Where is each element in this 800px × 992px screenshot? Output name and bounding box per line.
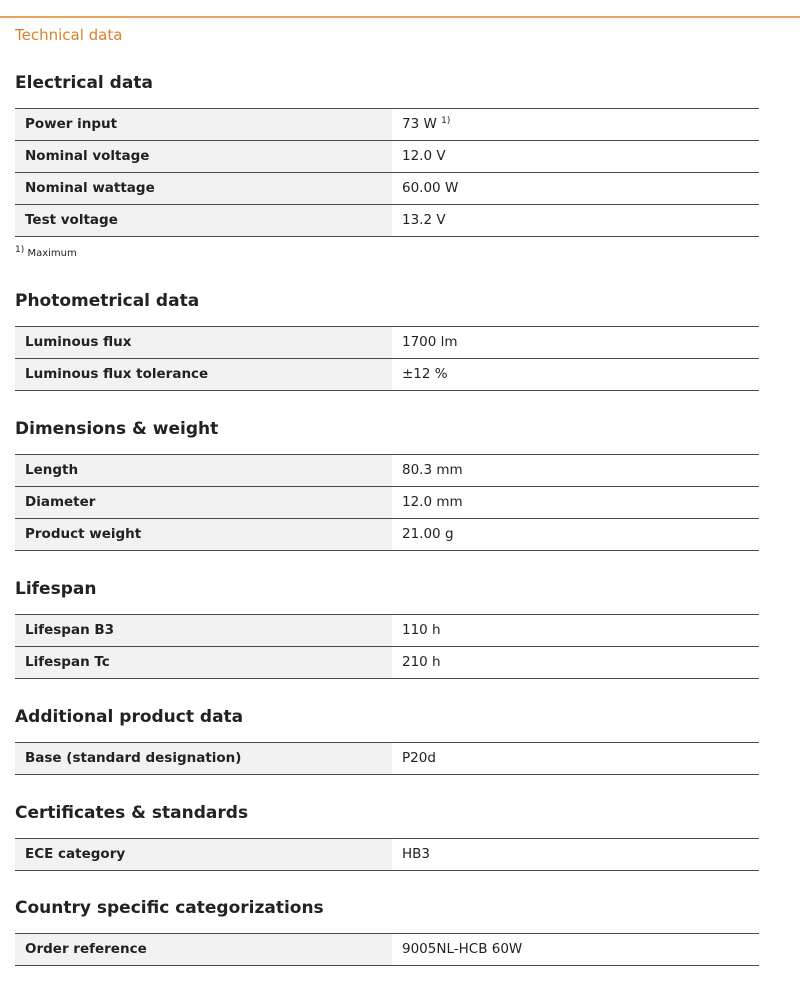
table-row [15,359,759,391]
row-value-cell [392,109,759,141]
row-label: ECE category [15,839,392,871]
row-label: Luminous flux tolerance [15,359,392,391]
row-value: 60.00 W [392,173,759,205]
row-value: 9005NL-HCB 60W [392,934,759,966]
spec-table-lifespan [15,614,759,679]
table-row [15,934,759,966]
row-value: 80.3 mm [392,455,759,487]
spec-table-dimensions [15,454,759,551]
row-label: Order reference [15,934,392,966]
table-row [15,327,759,359]
table-row [15,205,759,237]
row-value: 13.2 V [392,205,759,237]
table-row [15,615,759,647]
table-row [15,455,759,487]
row-label: Length [15,455,392,487]
table-row [15,519,759,551]
footnote-text: Maximum [27,248,77,259]
row-value: 12.0 mm [392,487,759,519]
table-row [15,109,759,141]
footnote-ref: 1) [441,116,451,126]
table-row [15,839,759,871]
section-heading-photometrical: Photometrical data [15,291,200,311]
row-value: 12.0 V [392,141,759,173]
row-label: Diameter [15,487,392,519]
spec-table-certificates [15,838,759,871]
section-heading-additional: Additional product data [15,707,244,727]
page-title: Technical data [15,26,123,44]
row-value: 1700 lm [392,327,759,359]
spec-table-electrical [15,108,759,237]
row-label: Nominal voltage [15,141,392,173]
row-label: Base (standard designation) [15,743,392,775]
table-row [15,647,759,679]
row-value: 110 h [392,615,759,647]
table-row [15,487,759,519]
table-row [15,141,759,173]
row-label: Lifespan Tc [15,647,392,679]
row-label: Lifespan B3 [15,615,392,647]
row-label: Product weight [15,519,392,551]
row-label: Test voltage [15,205,392,237]
section-heading-country: Country specific categorizations [15,898,324,918]
section-heading-certificates: Certificates & standards [15,803,249,823]
row-label: Luminous flux [15,327,392,359]
section-heading-lifespan: Lifespan [15,579,97,599]
row-value: 73 W [402,116,437,132]
table-row [15,743,759,775]
row-value: P20d [392,743,759,775]
row-label: Power input [15,109,392,141]
row-value: 210 h [392,647,759,679]
spec-table-country [15,933,759,966]
section-heading-dimensions: Dimensions & weight [15,419,219,439]
spec-table-photometrical [15,326,759,391]
footnote [15,247,77,261]
spec-table-additional [15,742,759,775]
row-value: HB3 [392,839,759,871]
top-divider [0,16,800,18]
table-row [15,173,759,205]
row-value: ±12 % [392,359,759,391]
section-heading-electrical: Electrical data [15,73,153,93]
row-label: Nominal wattage [15,173,392,205]
footnote-marker: 1) [15,245,25,255]
row-value: 21.00 g [392,519,759,551]
